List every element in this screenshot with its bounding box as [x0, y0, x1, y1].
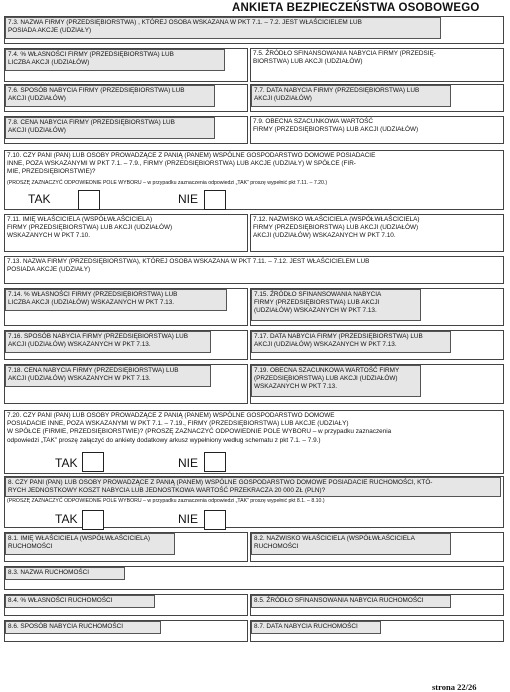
label-8-5: 8.5. ŹRÓDŁO SFINANSOWANIA NABYCIA RUCHOMOŚCI — [251, 595, 451, 608]
field-8-4[interactable] — [4, 594, 248, 616]
field-8-5[interactable] — [250, 594, 504, 616]
no-checkbox-8[interactable] — [204, 510, 226, 530]
label-8-4: 8.4. % WŁASNOŚCI RUCHOMOŚCI — [5, 595, 155, 608]
field-7-3[interactable] — [4, 16, 504, 44]
yes-label-7-10: TAK — [28, 192, 51, 206]
field-7-15[interactable] — [250, 288, 504, 326]
field-8-7[interactable] — [250, 620, 504, 642]
yes-checkbox-8[interactable] — [82, 510, 104, 530]
label-7-5: 7.5. ŹRÓDŁO SFINANSOWANIA NABYCIA FIRMY (PRZEDSIĘ- BIORSTWA) LUB AKCJI (UDZIAŁÓW) — [253, 50, 436, 66]
label-8-1: 8.1. IMIĘ WŁAŚCICIELA (WSPÓŁWŁAŚCICIELA) RUCHOMOŚCI — [5, 533, 175, 555]
field-7-12[interactable] — [250, 214, 504, 252]
label-7-6: 7.6. SPOSÓB NABYCIA FIRMY (PRZEDSIĘBIORSTWA) LUB AKCJI (UDZIAŁÓW) — [5, 85, 215, 107]
field-7-14[interactable] — [4, 288, 248, 326]
field-8-2[interactable] — [250, 532, 504, 562]
label-7-13: 7.13. NAZWA FIRMY (PRZEDSIĘBIORSTWA), KTÓREJ OSOBA WSKAZANA W PKT 7.11. – 7.12. JEST WŁAŚCICIELEM LUB POSIADA AKCJE (UDZIAŁY) — [7, 258, 370, 274]
field-8-3[interactable] — [4, 566, 504, 590]
field-7-16[interactable] — [4, 330, 248, 360]
no-label-7-20: NIE — [178, 456, 199, 470]
label-7-15: 7.15. ŹRÓDŁO SFINANSOWANIA NABYCIA FIRMY (PRZEDSIĘBIORSTWA) LUB AKCJI (UDZIAŁÓW) WSKAZANYCH W PKT 7.13. — [251, 289, 421, 321]
label-7-14: 7.14. % WŁASNOŚCI FIRMY (PRZEDSIĘBIORSTWA) LUB LICZBA AKCJI (UDZIAŁÓW) WSKAZANYCH W PKT 7.13. — [5, 289, 227, 311]
no-checkbox-7-20[interactable] — [204, 452, 226, 472]
label-8-2: 8.2. NAZWISKO WŁAŚCICIELA (WSPÓŁWŁAŚCICIELA RUCHOMOŚCI — [251, 533, 451, 555]
field-7-5[interactable] — [250, 48, 504, 82]
field-7-4[interactable] — [4, 48, 248, 82]
label-7-20: 7.20. CZY PANI (PAN) LUB OSOBY PROWADZĄCE Z PANIĄ (PANEM) WSPÓLNE GOSPODARSTWO DOMOWE POSIADACIE INNE, POZA WSKAZANYMI W PKT 7.1. – 7.19., FIRMY (PRZEDSIĘBIORSTWA) LUB AKCJE (UDZIAŁY) W SPÓŁCE (FIRMIE, PRZEDSIĘBIORSTWIE)? (PROSZĘ ZAZNACZYĆ ODPOWIEDNIE POLE WYBORU – w przypadku zaznaczenia odpowiedzi „TAK” proszę załączyć do ankiety dodatkowy arkusz wypełniony według schematu z pkt 7.1. – 7.9.) — [7, 412, 392, 444]
label-7-10: 7.10. CZY PANI (PAN) LUB OSOBY PROWADZĄCE Z PANIĄ (PANEM) WSPÓLNE GOSPODARSTWO DOMOWE POSIADACIE INNE, POZA WSKAZANYMI W PKT 7.1. – 7.9., FIRMY (PRZEDSIĘBIORSTWA) LUB AKCJE (UDZIAŁY) W SPÓŁCE (FIR- MIE, PRZEDSIĘBIORSTWIE)? — [7, 152, 376, 176]
field-7-19[interactable] — [250, 364, 504, 404]
field-8-1[interactable] — [4, 532, 248, 562]
page-number: strona 22/26 — [432, 682, 477, 692]
label-8-7: 8.7. DATA NABYCIA RUCHOMOŚCI — [251, 621, 381, 634]
label-7-18: 7.18. CENA NABYCIA FIRMY (PRZEDSIĘBIORSTWA) LUB AKCJI (UDZIAŁÓW) WSKAZANYCH W PKT 7.13. — [5, 365, 211, 387]
no-label-7-10: NIE — [178, 192, 199, 206]
note-8: (PROSZĘ ZAZNACZYĆ ODPOWIEDNIE POLE WYBORU – w przypadku zaznaczenia odpowiedzi „TAK” proszę wypełnić pkt 8.1. – 8.10.) — [7, 498, 325, 504]
label-8-6: 8.6. SPOSÓB NABYCIA RUCHOMOŚCI — [5, 621, 161, 634]
question-7-20 — [4, 410, 504, 474]
field-7-17[interactable] — [250, 330, 504, 360]
yes-label-7-20: TAK — [55, 456, 78, 470]
field-7-9[interactable] — [250, 116, 504, 144]
question-8 — [4, 476, 504, 528]
field-7-7[interactable] — [250, 84, 504, 112]
yes-label-8: TAK — [55, 512, 78, 526]
label-7-8: 7.8. CENA NABYCIA FIRMY (PRZEDSIĘBIORSTWA) LUB AKCJI (UDZIAŁÓW) — [5, 117, 215, 139]
yes-checkbox-7-20[interactable] — [82, 452, 104, 472]
label-7-7: 7.7. DATA NABYCIA FIRMY (PRZEDSIĘBIORSTWA) LUB AKCJI (UDZIAŁÓW) — [251, 85, 451, 107]
field-7-8[interactable] — [4, 116, 248, 144]
field-8-6[interactable] — [4, 620, 248, 642]
field-7-11[interactable] — [4, 214, 248, 252]
note-7-10: (PROSZĘ ZAZNACZYĆ ODPOWIEDNIE POLE WYBORU – w przypadku zaznaczenia odpowiedzi „TAK” proszę wypełnić pkt 7.11. – 7.20.) — [7, 180, 328, 186]
field-7-18[interactable] — [4, 364, 248, 404]
label-7-9: 7.9. OBECNA SZACUNKOWA WARTOŚĆ FIRMY (PRZEDSIĘBIORSTWA) LUB AKCJI (UDZIAŁÓW) — [253, 118, 419, 134]
label-8: 8. CZY PANI (PAN) LUB OSOBY PROWADZĄCE Z PANIĄ (PANEM) WSPÓLNE GOSPODARSTWO DOMOWE POSIADACIE RUCHOMOŚCI, KTÓ- RYCH JEDNOSTKOWY KOSZT NABYCIA LUB JEDNOSTKOWA WARTOŚĆ PRZEKRACZA 20 000 ZŁ (PLN)? — [5, 477, 501, 497]
field-7-13[interactable] — [4, 256, 504, 284]
label-7-11: 7.11. IMIĘ WŁAŚCICIELA (WSPÓŁWŁAŚCICIELA) FIRMY (PRZEDSIĘBIORSTWA) LUB AKCJI (UDZIAŁÓW) WSKAZANYCH W PKT 7.10. — [7, 216, 173, 240]
label-7-3: 7.3. NAZWA FIRMY (PRZEDSIĘBIORSTWA) , KTÓREJ OSOBA WSKAZANA W PKT 7.1. – 7.2. JEST WŁAŚCICIELEM LUB POSIADA AKCJE (UDZIAŁY) — [5, 17, 441, 39]
no-checkbox-7-10[interactable] — [204, 190, 226, 210]
no-label-8: NIE — [178, 512, 199, 526]
document-title: ANKIETA BEZPIECZEŃSTWA OSOBOWEGO — [232, 2, 480, 14]
field-7-6[interactable] — [4, 84, 248, 112]
yes-checkbox-7-10[interactable] — [78, 190, 100, 210]
label-7-19: 7.19. OBECNA SZACUNKOWA WARTOŚĆ FIRMY (PRZEDSIĘBIORSTWA) LUB AKCJI (UDZIAŁÓW) WSKAZANYCH W PKT 7.13. — [251, 365, 421, 397]
label-7-12: 7.12. NAZWISKO WŁAŚCICIELA (WSPÓŁWŁAŚCICIELA) FIRMY (PRZEDSIĘBIORSTWA) LUB AKCJI (UDZIAŁÓW) AKCJI (UDZIAŁÓW) WSKAZANYCH W PKT 7.10. — [253, 216, 420, 240]
label-8-3: 8.3. NAZWA RUCHOMOŚCI — [5, 567, 125, 580]
label-7-16: 7.16. SPOSÓB NABYCIA FIRMY (PRZEDSIĘBIORSTWA) LUB AKCJI (UDZIAŁÓW) WSKAZANYCH W PKT 7.13. — [5, 331, 211, 353]
label-7-4: 7.4. % WŁASNOŚCI FIRMY (PRZEDSIĘBIORSTWA) LUB LICZBA AKCJI (UDZIAŁÓW) — [5, 49, 225, 71]
label-7-17: 7.17. DATA NABYCIA FIRMY (PRZEDSIĘBIORSTWA) LUB AKCJI (UDZIAŁÓW) WSKAZANYCH W PKT 7.13. — [251, 331, 451, 353]
